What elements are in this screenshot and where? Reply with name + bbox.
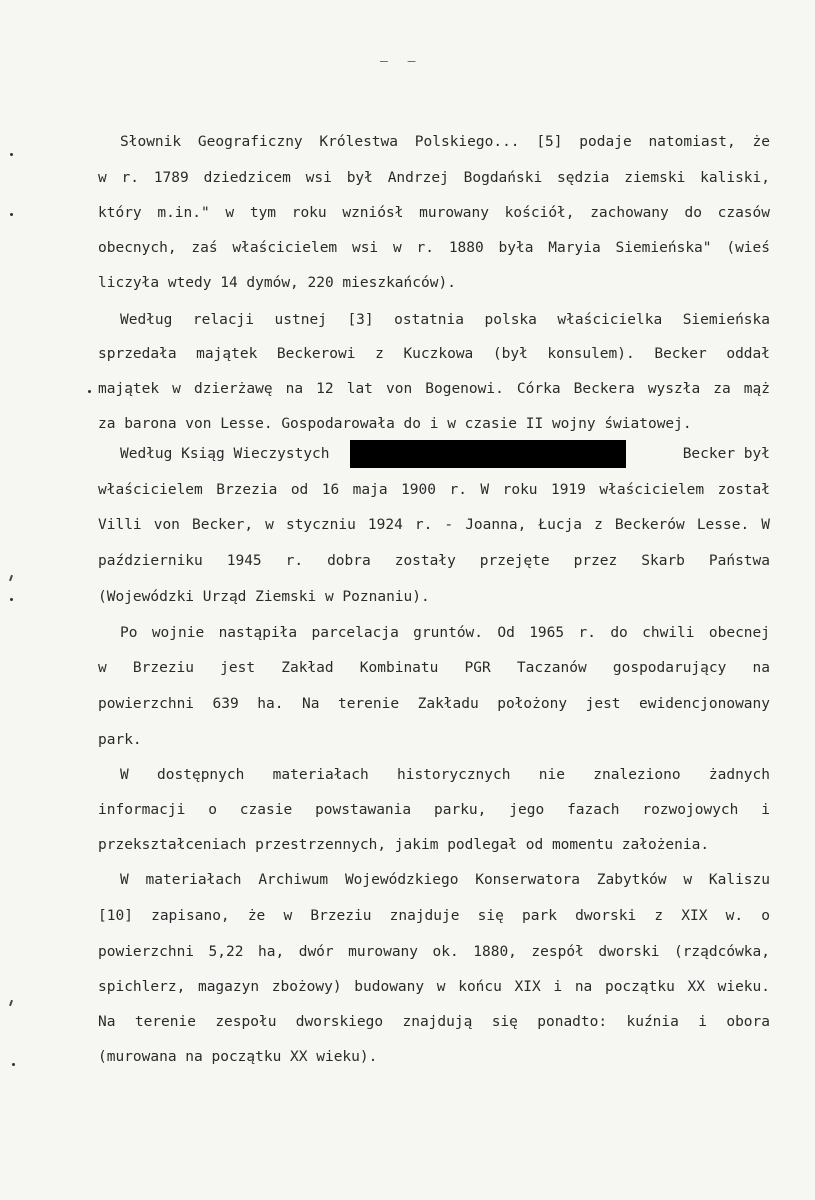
text-line: październiku 1945 r. dobra zostały przejęte przez Skarb Państwa <box>98 553 770 569</box>
text-line: Słownik Geograficzny Królestwa Polskiego... [5] podaje natomiast, że <box>120 134 770 150</box>
text-line: Villi von Becker, w styczniu 1924 r. - Joanna, Łucja z Beckerów Lesse. W <box>98 517 770 533</box>
header-mark: – – <box>380 54 422 69</box>
margin-speck <box>9 1000 13 1006</box>
text-line: w r. 1789 dziedzicem wsi był Andrzej Bogdański sędzia ziemski kaliski, <box>98 170 770 186</box>
text-line: liczyła wtedy 14 dymów, 220 mieszkańców). <box>98 275 456 291</box>
text-line: właścicielem Brzezia od 16 maja 1900 r. W roku 1919 właścicielem został <box>98 482 770 498</box>
text-line: Według Ksiąg Wieczystych <box>120 446 330 462</box>
text-line: Po wojnie nastąpiła parcelacja gruntów. Od 1965 r. do chwili obecnej <box>120 625 770 641</box>
text-line: W dostępnych materiałach historycznych nie znaleziono żadnych <box>120 767 770 783</box>
text-line: majątek w dzierżawę na 12 lat von Bogenowi. Córka Beckera wyszła za mąż <box>98 381 770 397</box>
margin-speck <box>9 575 13 581</box>
text-line: Na terenie zespołu dworskiego znajdują się ponadto: kuźnia i obora <box>98 1014 770 1030</box>
text-line: W materiałach Archiwum Wojewódzkiego Konserwatora Zabytków w Kaliszu <box>120 872 770 888</box>
text-line: za barona von Lesse. Gospodarowała do i w czasie II wojny światowej. <box>98 416 692 432</box>
text-line: Becker był <box>682 446 770 462</box>
margin-speck <box>10 153 13 156</box>
margin-speck <box>10 213 13 216</box>
text-line: powierzchni 5,22 ha, dwór murowany ok. 1880, zespół dworski (rządcówka, <box>98 944 770 960</box>
text-line: który m.in." w tym roku wzniósł murowany kościół, zachowany do czasów <box>98 205 770 221</box>
text-line: [10] zapisano, że w Brzeziu znajduje się park dworski z XIX w. o <box>98 908 770 924</box>
text-line: przekształceniach przestrzennych, jakim podlegał od momentu założenia. <box>98 837 710 853</box>
redaction-bar <box>350 440 626 468</box>
margin-speck <box>12 1063 15 1066</box>
text-line: (Wojewódzki Urząd Ziemski w Poznaniu). <box>98 589 430 605</box>
text-line: (murowana na początku XX wieku). <box>98 1049 378 1065</box>
text-line: powierzchni 639 ha. Na terenie Zakładu położony jest ewidencjonowany <box>98 696 770 712</box>
text-line: obecnych, zaś właścicielem wsi w r. 1880 była Maryia Siemieńska" (wieś <box>98 240 770 256</box>
text-line: Według relacji ustnej [3] ostatnia polska właścicielka Siemieńska <box>120 312 770 328</box>
text-line: sprzedała majątek Beckerowi z Kuczkowa (był konsulem). Becker oddał <box>98 346 770 362</box>
margin-speck <box>88 390 91 393</box>
margin-speck <box>10 598 13 601</box>
text-line: w Brzeziu jest Zakład Kombinatu PGR Taczanów gospodarujący na <box>98 660 770 676</box>
text-line: spichlerz, magazyn zbożowy) budowany w końcu XIX i na początku XX wieku. <box>98 979 770 995</box>
text-line: park. <box>98 732 142 748</box>
text-line: informacji o czasie powstawania parku, jego fazach rozwojowych i <box>98 802 770 818</box>
